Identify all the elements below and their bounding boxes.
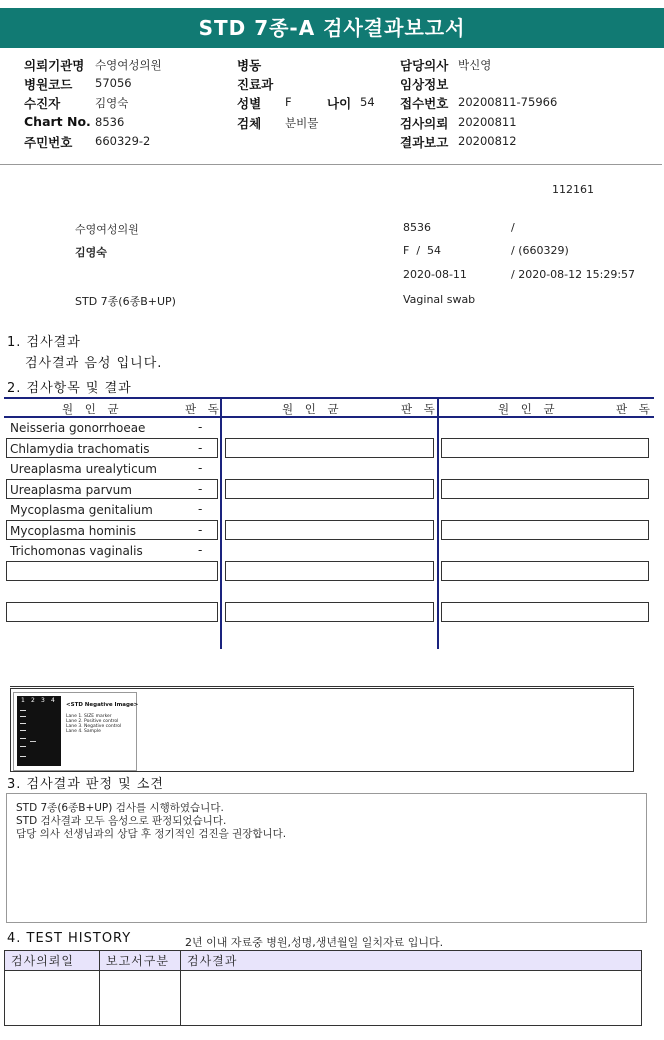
gel-band (20, 716, 26, 717)
section2-title: 2. 검사항목 및 결과 (7, 381, 132, 396)
organism-name: Trichomonas vaginalis (10, 544, 143, 558)
hospital-code-value: 57056 (95, 76, 132, 90)
clinical-info-label: 임상정보 (400, 77, 449, 92)
resident-no-label: 주민번호 (24, 135, 73, 150)
info-sex-age: F / 54 (403, 244, 442, 257)
header-block (0, 52, 662, 165)
table-col-divider (437, 397, 439, 649)
organism-result: - (198, 523, 203, 537)
organism-name: Ureaplasma parvum (10, 483, 132, 497)
col-result-header: 판 독 (185, 402, 223, 416)
request-date-label: 검사의뢰 (400, 116, 449, 131)
info-test-name: STD 7종(6종B+UP) (75, 295, 176, 308)
result-row-box (441, 479, 649, 499)
gel-band (20, 756, 26, 757)
gel-band (20, 746, 26, 747)
specimen-label: 검체 (237, 116, 262, 131)
patient-label: 수진자 (24, 96, 61, 111)
gel-lane-label: 2 (31, 697, 35, 704)
section1-result-text: 검사결과 음성 입니다. (25, 356, 163, 371)
sex-label: 성별 (237, 96, 262, 111)
table-row (5, 971, 642, 1026)
chart-no-value: 8536 (95, 115, 125, 129)
gel-band (20, 730, 26, 731)
organism-name: Mycoplasma hominis (10, 524, 136, 538)
gel-legend-line: Lane 4. Sample (66, 729, 101, 734)
gel-lane-label: 3 (41, 697, 45, 704)
result-row-box (441, 602, 649, 622)
opinion-line: STD 검사결과 모두 음성으로 판정되었습니다. (16, 815, 227, 827)
age-label: 나이 (327, 96, 352, 111)
col-organism-header: 원 인 균 (62, 402, 123, 416)
organism-result: - (198, 420, 203, 434)
section4-title: 4. TEST HISTORY (7, 931, 132, 946)
chart-no-label: Chart No. (24, 114, 91, 129)
opinion-line: STD 7종(6종B+UP) 검사를 시행하였습니다. (16, 802, 224, 814)
gel-band (20, 738, 26, 739)
hospital-code-label: 병원코드 (24, 77, 73, 92)
gel-band (20, 723, 26, 724)
gel-legend-line: Lane 2. Positive control (66, 719, 119, 724)
col-organism-header: 원 인 균 (282, 402, 343, 416)
organism-name: Ureaplasma urealyticum (10, 462, 157, 476)
organism-name: Chlamydia trachomatis (10, 442, 150, 456)
info-slash: / (511, 221, 515, 234)
col-result-header: 판 독 (401, 402, 439, 416)
info-date-report: / 2020-08-12 15:29:57 (511, 268, 636, 281)
reception-no-value: 20200811-75966 (458, 95, 558, 109)
table-top-rule (4, 397, 654, 399)
info-specimen: Vaginal swab (403, 293, 476, 306)
doctor-value: 박신영 (458, 58, 492, 72)
history-col-report-type: 보고서구분 (100, 951, 181, 971)
result-row-box (6, 602, 218, 622)
result-row-box (225, 520, 434, 540)
organism-result: - (198, 461, 203, 475)
gel-top-rule (10, 686, 634, 687)
result-row-box (225, 438, 434, 458)
col-result-header: 판 독 (616, 402, 654, 416)
report-title: STD 7종-A 검사결과보고서 (0, 8, 664, 48)
info-date-request: 2020-08-11 (403, 268, 467, 281)
table-header-row (5, 951, 642, 971)
section4-note: 2년 이내 자료중 병원,성명,생년월일 일치자료 입니다. (185, 936, 444, 949)
col-organism-header: 원 인 균 (498, 402, 559, 416)
reception-no-label: 접수번호 (400, 96, 449, 111)
organism-result: - (198, 482, 203, 496)
gel-lane-label: 1 (21, 697, 25, 704)
ward-label: 병동 (237, 58, 262, 73)
gel-band (20, 710, 26, 711)
info-birth: / (660329) (511, 244, 569, 257)
section3-title: 3. 검사결과 판정 및 소견 (7, 777, 164, 792)
result-row-box (441, 520, 649, 540)
gel-lane-label: 4 (51, 697, 55, 704)
organism-result: - (198, 543, 203, 557)
requesting-clinic-label: 의뢰기관명 (24, 58, 85, 73)
table-cell (100, 971, 181, 1026)
specimen-value: 분비물 (285, 116, 319, 130)
result-row-box (225, 479, 434, 499)
gel-title: <STD Negative Image> (66, 702, 139, 708)
info-patient-name: 김영숙 (75, 246, 107, 259)
report-date-value: 20200812 (458, 134, 517, 148)
requesting-clinic-value: 수영여성의원 (95, 58, 162, 72)
gel-image-panel (13, 692, 137, 771)
gel-legend-line: Lane 3. Negative control (66, 724, 122, 729)
organism-result: - (198, 441, 203, 455)
gel-legend-line: Lane 1. SIZE marker (66, 714, 112, 719)
result-row-box (6, 561, 218, 581)
history-col-result: 검사결과 (181, 951, 642, 971)
report-code: 112161 (552, 183, 594, 196)
report-date-label: 결과보고 (400, 135, 449, 150)
gel-image-frame (10, 688, 634, 772)
organism-name: Neisseria gonorrhoeae (10, 421, 146, 435)
patient-value: 김영숙 (95, 96, 129, 110)
department-label: 진료과 (237, 77, 274, 92)
table-col-divider (220, 397, 222, 649)
opinion-box (6, 793, 647, 923)
request-date-value: 20200811 (458, 115, 517, 129)
organism-result: - (198, 502, 203, 516)
table-cell (5, 971, 100, 1026)
opinion-line: 담당 의사 선생님과의 상담 후 정기적인 검진을 권장합니다. (16, 828, 287, 840)
result-row-box (441, 438, 649, 458)
history-col-request-date: 검사의뢰일 (5, 951, 100, 971)
test-history-table (4, 950, 642, 1026)
section1-title: 1. 검사결과 (7, 335, 81, 350)
resident-no-value: 660329-2 (95, 134, 151, 148)
table-cell (181, 971, 642, 1026)
doctor-label: 담당의사 (400, 58, 449, 73)
gel-band (30, 741, 36, 742)
organism-name: Mycoplasma genitalium (10, 503, 153, 517)
age-value: 54 (360, 95, 375, 109)
gel-image (17, 696, 61, 766)
info-clinic: 수영여성의원 (75, 223, 139, 236)
result-row-box (225, 561, 434, 581)
result-row-box (225, 602, 434, 622)
sex-value: F (285, 95, 292, 109)
result-row-box (441, 561, 649, 581)
info-chart: 8536 (403, 221, 431, 234)
